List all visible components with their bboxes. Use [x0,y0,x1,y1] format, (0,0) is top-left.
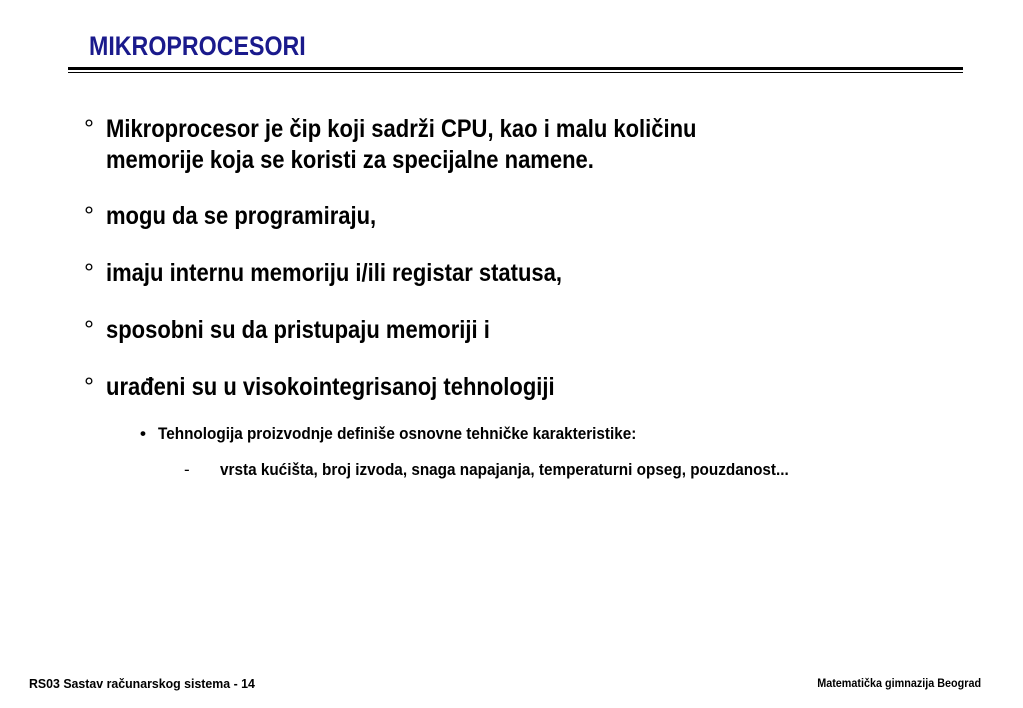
sub-sub-bullet-item [184,459,852,481]
sub-bullet-dot-icon: • [140,424,146,443]
bullet-text-line: imaju internu memoriju i/ili registar statusa, [106,259,563,287]
bullet-item [84,315,964,346]
bullet-marker-icon: ° [84,316,94,344]
bullet-item [84,201,964,232]
bullet-item [84,372,964,403]
bullet-text-line: memorije koja se koristi za specijalne namene. [106,146,594,174]
bullet-text-line: sposobni su da pristupaju memoriji i [106,316,490,344]
title-underline-thin [68,72,963,73]
sub-bullet-item [140,423,690,445]
slide-title: MIKROPROCESORI [89,31,306,61]
bullet-marker-icon: ° [84,259,94,287]
sub-bullet-text: Tehnologija proizvodnje definiše osnovne tehničke karakteristike: [158,424,637,443]
bullet-marker-icon: ° [84,373,94,401]
title-underline [68,67,963,70]
bullet-text-line: Mikroprocesor je čip koji sadrži CPU, kao i malu količinu [106,115,697,143]
bullet-text-line: urađeni su u visokointegrisanoj tehnologiji [106,373,555,401]
bullet-list [84,114,964,403]
bullet-item [84,258,964,289]
bullet-text-line: mogu da se programiraju, [106,202,377,230]
sub-sub-bullet-text: vrsta kućišta, broj izvoda, snaga napajanja, temperaturni opseg, pouzdanost... [220,460,789,479]
footer-course-label: RS03 Sastav računarskog sistema - 14 [29,676,255,691]
bullet-marker-icon: ° [84,115,94,143]
dash-marker-icon: - [184,460,190,479]
bullet-item [84,114,964,176]
footer-school-label: Matematička gimnazija Beograd [817,676,981,690]
bullet-marker-icon: ° [84,202,94,230]
